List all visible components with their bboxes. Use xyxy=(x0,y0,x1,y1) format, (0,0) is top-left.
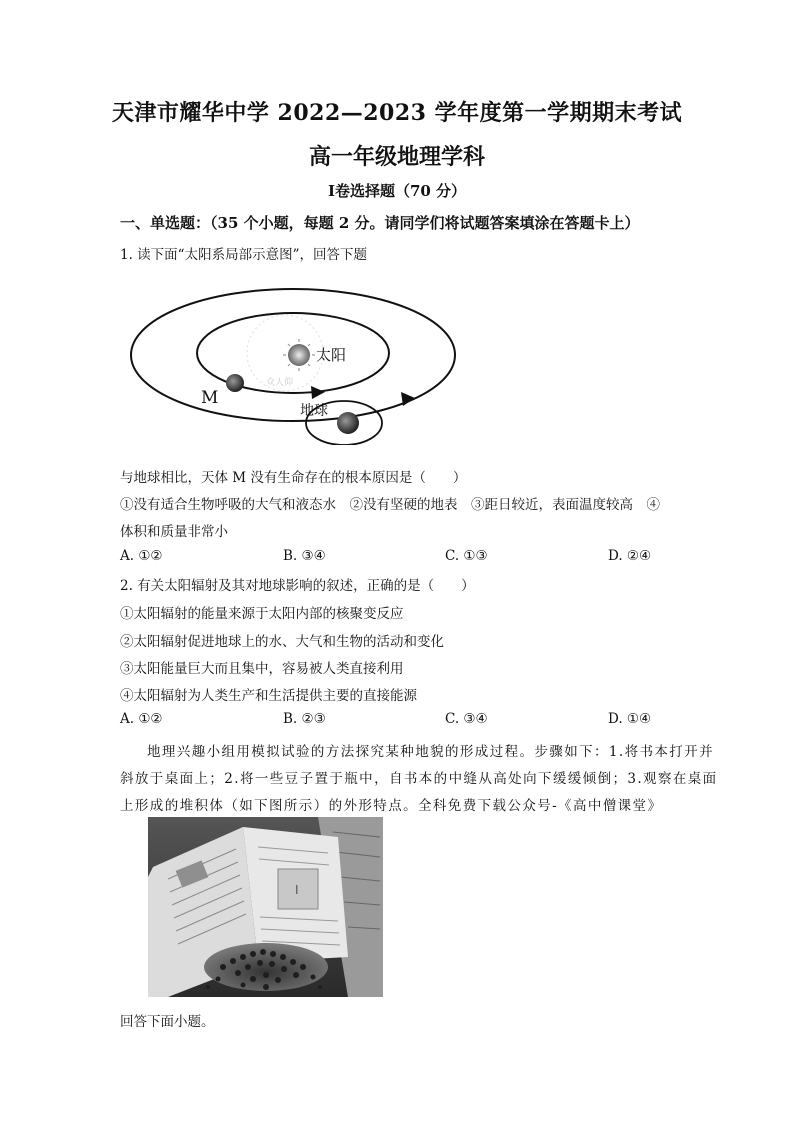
inner-orbit-arrow xyxy=(311,386,325,399)
passage-line-2: 斜放于桌面上；2.将一些豆子置于瓶中，自书本的中缝从高处向下缓缓倾倒；3.观察在桌面 xyxy=(120,771,718,787)
watermark-text: 众人仰 xyxy=(266,378,294,388)
svg-text:I: I xyxy=(295,883,299,897)
passage-line-3: 上形成的堆积体（如下图所示）的外形特点。全科免费下载公众号-《高中僧课堂》 xyxy=(120,798,663,814)
sun-icon xyxy=(283,339,315,371)
q1-option-b: B. ③④ xyxy=(283,548,326,564)
sun-label: 太阳 xyxy=(316,346,347,364)
planet-m-label: M xyxy=(201,388,219,408)
q2-stem: 2. 有关太阳辐射及其对地球影响的叙述，正确的是（ ） xyxy=(120,578,475,594)
section-heading: 一、单选题：（35 个小题，每题 2 分。请同学们将试题答案填涂在答题卡上） xyxy=(120,214,640,232)
q2-statement-1: ①太阳辐射的能量来源于太阳内部的核聚变反应 xyxy=(120,606,404,622)
passage-line-1: 地理兴趣小组用模拟试验的方法探究某种地貌的形成过程。步骤如下：1.将书本打开并 xyxy=(147,744,714,760)
earth-label: 地球 xyxy=(300,403,328,419)
passage-prompt: 回答下面小题。 xyxy=(120,1014,215,1030)
q2-statement-3: ③太阳能量巨大而且集中，容易被人类直接利用 xyxy=(120,661,404,677)
q1-stem: 1. 读下面“太阳系局部示意图”，回答下题 xyxy=(120,247,367,263)
q1-option-d: D. ②④ xyxy=(608,548,652,564)
outer-orbit-arrow xyxy=(401,392,415,406)
planet-m-icon xyxy=(226,374,244,392)
earth-icon xyxy=(337,412,359,434)
q2-option-c: C. ③④ xyxy=(445,711,488,727)
q2-option-b: B. ②③ xyxy=(283,711,326,727)
q2-option-a: A. ①② xyxy=(120,711,163,727)
q1-statements-line2: 体积和质量非常小 xyxy=(120,524,228,540)
section-title: Ⅰ卷选择题（70 分） xyxy=(327,182,467,200)
q1-option-c: C. ①③ xyxy=(445,548,488,564)
q1-question: 与地球相比，天体 M 没有生命存在的根本原因是（ ） xyxy=(120,470,467,486)
exam-subtitle: 高一年级地理学科 xyxy=(308,144,485,170)
experiment-photo xyxy=(148,817,383,997)
exam-title: 天津市耀华中学 2022—2023 学年度第一学期期末考试 xyxy=(111,100,683,126)
solar-system-diagram xyxy=(125,285,465,445)
q2-statement-2: ②太阳辐射促进地球上的水、大气和生物的活动和变化 xyxy=(120,634,444,650)
q1-option-a: A. ①② xyxy=(120,548,163,564)
q2-statement-4: ④太阳辐射为人类生产和生活提供主要的直接能源 xyxy=(120,688,417,704)
q2-option-d: D. ①④ xyxy=(608,711,652,727)
q1-statements-line1: ①没有适合生物呼吸的大气和液态水 ②没有坚硬的地表 ③距日较近，表面温度较高 ④ xyxy=(120,497,660,513)
